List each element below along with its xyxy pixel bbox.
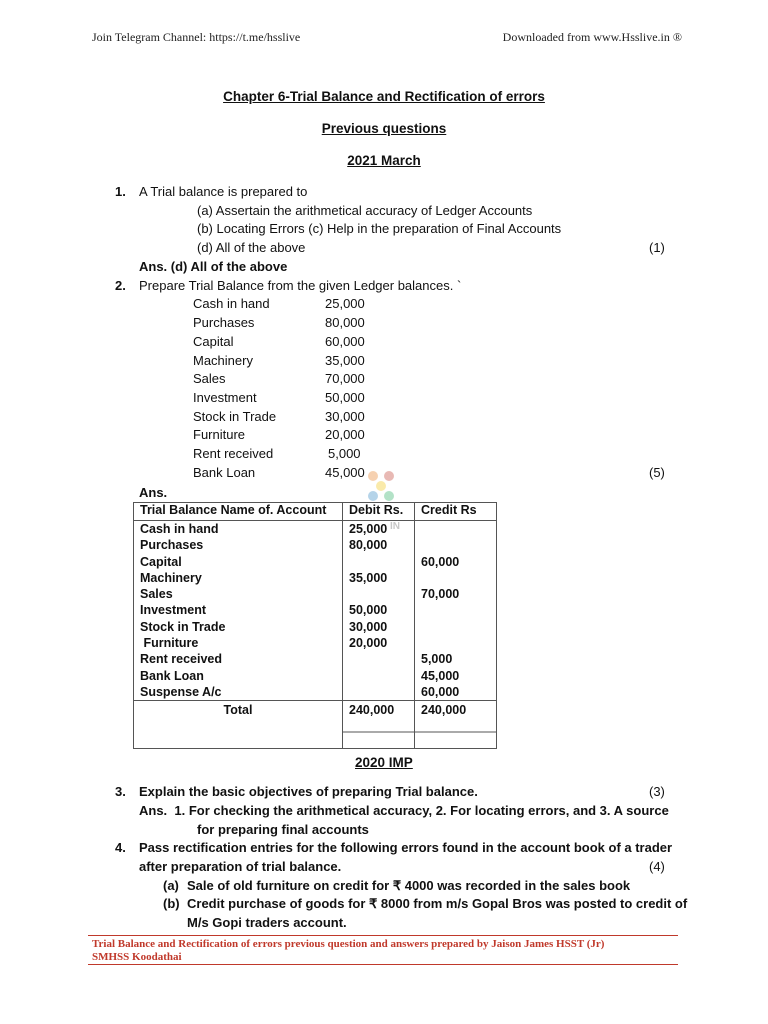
year-heading-2020: 2020 IMP bbox=[355, 755, 413, 770]
ledger-name: Bank Loan bbox=[193, 465, 256, 480]
table-header-debit: Debit Rs. bbox=[343, 503, 415, 521]
q1-answer: Ans. (d) All of the above bbox=[139, 259, 288, 274]
debit-value bbox=[349, 668, 408, 684]
trial-balance-table bbox=[133, 502, 497, 749]
table-header-credit: Credit Rs bbox=[415, 503, 497, 521]
account-name: Investment bbox=[140, 603, 206, 618]
q4-item-a-text: Sale of old furniture on credit for ₹ 4000 was recorded in the sales book bbox=[187, 878, 631, 893]
header-telegram: Join Telegram Channel: https://t.me/hsslive bbox=[92, 30, 301, 44]
ledger-name: Capital bbox=[193, 334, 234, 349]
account-name: Furniture bbox=[140, 636, 199, 651]
total-credit: 240,000 bbox=[415, 701, 497, 749]
ledger-amount: 25,000 bbox=[325, 296, 365, 311]
header-download-source: Downloaded from www.Hsslive.in ® bbox=[502, 30, 682, 44]
debit-value: 80,000 bbox=[349, 538, 388, 553]
ledger-name: Furniture bbox=[193, 427, 246, 442]
credit-value bbox=[421, 619, 490, 635]
accounts-column bbox=[134, 521, 343, 701]
footer-line1: Trial Balance and Rectification of errors previous question and answers prepared by Jaison James HSST (Jr) bbox=[92, 938, 605, 950]
debit-value: 50,000 bbox=[349, 603, 388, 618]
ledger-amount: 60,000 bbox=[325, 334, 365, 349]
credit-value: 60,000 bbox=[421, 554, 460, 569]
account-name: Rent received bbox=[140, 652, 222, 667]
table-total-row bbox=[134, 701, 497, 749]
ledger-amount: 70,000 bbox=[325, 371, 365, 386]
q4-marks: (4) bbox=[649, 859, 665, 874]
q2-marks: (5) bbox=[649, 465, 665, 480]
ledger-name: Purchases bbox=[193, 315, 255, 330]
debit-value: 35,000 bbox=[349, 570, 388, 585]
q1-text: A Trial balance is prepared to bbox=[139, 184, 308, 199]
table-body-row bbox=[134, 521, 497, 701]
account-name: Bank Loan bbox=[140, 668, 204, 683]
ledger-amount: 30,000 bbox=[325, 409, 365, 424]
credit-value: 5,000 bbox=[421, 652, 453, 667]
credit-value bbox=[421, 521, 490, 537]
account-name: Purchases bbox=[140, 538, 204, 553]
q2-ans-label: Ans. bbox=[139, 485, 168, 500]
total-label: Total bbox=[134, 701, 343, 749]
credit-value: 60,000 bbox=[421, 684, 460, 699]
debit-value bbox=[349, 651, 408, 667]
year-heading-2021: 2021 March bbox=[347, 153, 421, 168]
q1-option-d: (d) All of the above bbox=[197, 240, 306, 255]
ledger-amount: 5,000 bbox=[328, 446, 361, 461]
q1-option-a: (a) Assertain the arithmetical accuracy of Ledger Accounts bbox=[197, 203, 533, 218]
ledger-amount: 35,000 bbox=[325, 353, 365, 368]
ledger-amount: 20,000 bbox=[325, 427, 365, 442]
page-title: Chapter 6-Trial Balance and Rectification of errors bbox=[223, 89, 545, 104]
watermark-text: IN bbox=[390, 521, 400, 532]
q4-item-b-line2: M/s Gopi traders account. bbox=[187, 915, 347, 930]
account-name: Suspense A/c bbox=[140, 684, 222, 699]
q4-item-b-text: Credit purchase of goods for ₹ 8000 from m/s Gopal Bros was posted to credit of bbox=[187, 896, 688, 911]
debit-value bbox=[349, 554, 408, 570]
footer-bottom-rule bbox=[88, 964, 678, 965]
table-header-account: Trial Balance Name of. Account bbox=[134, 503, 343, 521]
debit-value: 20,000 bbox=[349, 636, 388, 651]
ledger-amount: 80,000 bbox=[325, 315, 365, 330]
q3-number: 3. bbox=[115, 784, 126, 799]
ledger-name: Machinery bbox=[193, 353, 253, 368]
q4-item-b-label: (b) bbox=[163, 896, 180, 911]
ledger-amount: 45,000 bbox=[325, 465, 365, 480]
ledger-name: Sales bbox=[193, 371, 226, 386]
debit-value bbox=[349, 586, 408, 602]
ledger-name: Investment bbox=[193, 390, 257, 405]
ledger-name: Cash in hand bbox=[193, 296, 270, 311]
q3-marks: (3) bbox=[649, 784, 665, 799]
q2-text: Prepare Trial Balance from the given Ledger balances. ` bbox=[139, 278, 462, 293]
section-subtitle: Previous questions bbox=[321, 121, 447, 136]
credit-value bbox=[421, 602, 490, 618]
credit-column bbox=[415, 521, 497, 701]
q4-text-line1: Pass rectification entries for the following errors found in the account book of a trader bbox=[139, 840, 673, 855]
ledger-name: Stock in Trade bbox=[193, 409, 277, 424]
q3-answer-line1: Ans. 1. For checking the arithmetical accuracy, 2. For locating errors, and 3. A source bbox=[139, 803, 669, 818]
account-name: Sales bbox=[140, 587, 173, 602]
ledger-amount: 50,000 bbox=[325, 390, 365, 405]
account-name: Machinery bbox=[140, 570, 202, 585]
q4-number: 4. bbox=[115, 840, 126, 855]
ledger-name: Rent received bbox=[193, 446, 274, 461]
credit-value bbox=[421, 537, 490, 553]
q4-item-a-label: (a) bbox=[163, 878, 179, 893]
q1-number: 1. bbox=[115, 184, 126, 199]
q3-text: Explain the basic objectives of preparing Trial balance. bbox=[139, 784, 478, 799]
q4-text-line2: after preparation of trial balance. bbox=[139, 859, 342, 874]
credit-value: 45,000 bbox=[421, 668, 460, 683]
credit-value: 70,000 bbox=[421, 587, 460, 602]
footer-top-rule bbox=[88, 935, 678, 936]
account-name: Capital bbox=[140, 554, 182, 569]
q2-number: 2. bbox=[115, 278, 126, 293]
q3-answer-line2: for preparing final accounts bbox=[197, 822, 369, 837]
footer-line2: SMHSS Koodathai bbox=[92, 951, 182, 963]
footer-credit bbox=[92, 938, 676, 964]
account-name: Stock in Trade bbox=[140, 619, 226, 634]
total-debit: 240,000 bbox=[343, 701, 415, 749]
account-name: Cash in hand bbox=[140, 522, 219, 536]
q1-option-b-c: (b) Locating Errors (c) Help in the preparation of Final Accounts bbox=[197, 221, 562, 236]
table-header-row bbox=[134, 503, 497, 521]
debit-column bbox=[343, 521, 415, 701]
credit-value bbox=[421, 635, 490, 651]
debit-value bbox=[349, 684, 408, 700]
debit-value: 30,000 bbox=[349, 619, 388, 634]
q1-marks: (1) bbox=[649, 240, 665, 255]
debit-value: 25,000 bbox=[349, 522, 388, 536]
credit-value bbox=[421, 570, 490, 586]
